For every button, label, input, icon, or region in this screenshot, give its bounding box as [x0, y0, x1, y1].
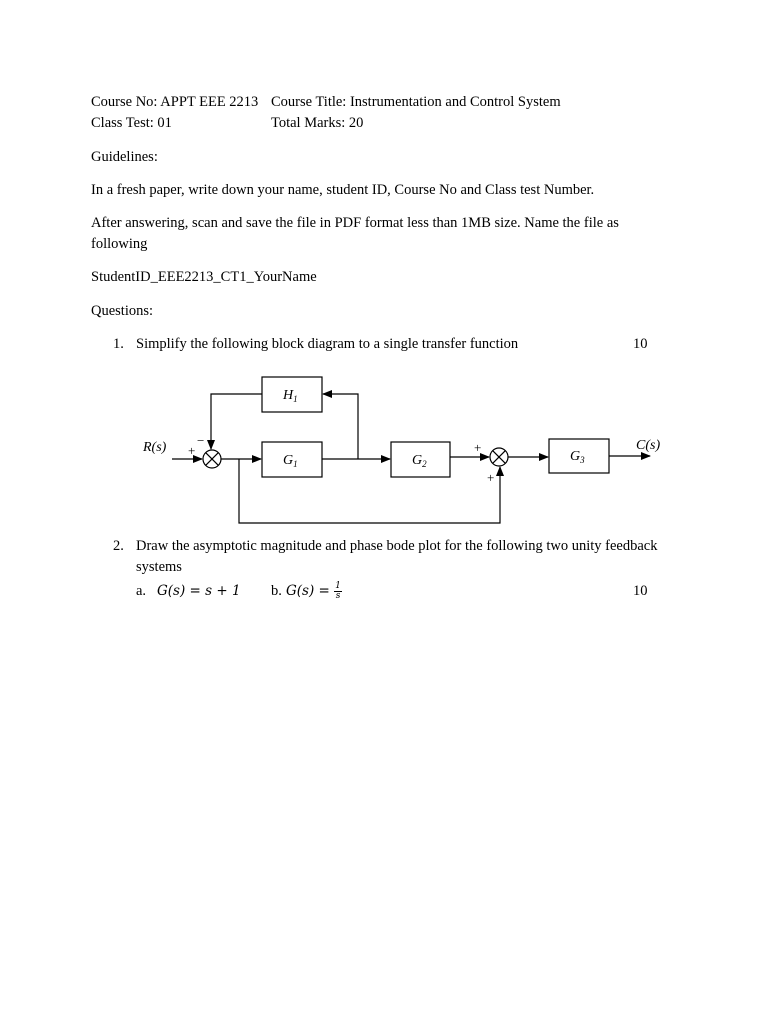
summing-junction-2	[490, 448, 508, 466]
g1-label: $G_1$	[283, 453, 298, 469]
q2-text-line-2: systems	[136, 559, 182, 575]
filename-format: StudentID_EEE2213_CT1_YourName	[91, 269, 317, 285]
q2-text-line-1: Draw the asymptotic magnitude and phase bode plot for the following two unity feedback	[136, 538, 658, 554]
q2-number: 2.	[113, 538, 124, 554]
q2-marks: 10	[633, 583, 648, 599]
sum1-plus-sign: +	[188, 443, 196, 458]
guideline-line-1: In a fresh paper, write down your name, student ID, Course No and Class test Number.	[91, 182, 595, 198]
class-test: Class Test: 01	[91, 115, 172, 131]
sum2-plus-top-sign: +	[474, 440, 482, 455]
g3-label: $G_3$	[570, 449, 585, 465]
h1-pickoff-line	[323, 394, 358, 459]
h1-feedback-line	[211, 394, 262, 449]
q2-part-b-lhs: G(s) =	[286, 583, 330, 599]
q2-part-b-expr	[286, 582, 342, 601]
g2-label: $G_2$	[412, 453, 427, 469]
q2-part-a-label: a.	[136, 583, 147, 599]
h1-label: $H_1$	[283, 388, 298, 404]
guideline-line-2a: After answering, scan and save the file in PDF format less than 1MB size. Name the file as	[91, 215, 619, 231]
block-diagram	[0, 360, 768, 560]
q2-part-b-fraction	[334, 582, 342, 601]
q2-part-b-numerator: 1	[335, 581, 341, 591]
q2-part-a-expr: G(s) = s + 1	[157, 583, 241, 599]
q1-marks: 10	[633, 336, 648, 352]
q2-part-b-label: b.	[271, 583, 282, 599]
summing-junction-1	[203, 450, 221, 468]
course-no: Course No: APPT EEE 2213	[91, 94, 259, 110]
guidelines-heading: Guidelines:	[91, 149, 158, 165]
q1-text: Simplify the following block diagram to a single transfer function	[136, 336, 519, 352]
sum1-minus-sign: −	[197, 433, 205, 448]
sum2-plus-bottom-sign: +	[487, 470, 495, 485]
q2-part-b-denominator: s	[335, 591, 341, 601]
questions-heading: Questions:	[91, 303, 154, 319]
input-label: R(s)	[143, 440, 167, 455]
q1-number: 1.	[113, 336, 124, 352]
course-title: Course Title: Instrumentation and Control System	[271, 94, 561, 110]
guideline-line-2b: following	[91, 236, 148, 252]
total-marks: Total Marks: 20	[271, 115, 364, 131]
output-label: C(s)	[636, 438, 661, 453]
